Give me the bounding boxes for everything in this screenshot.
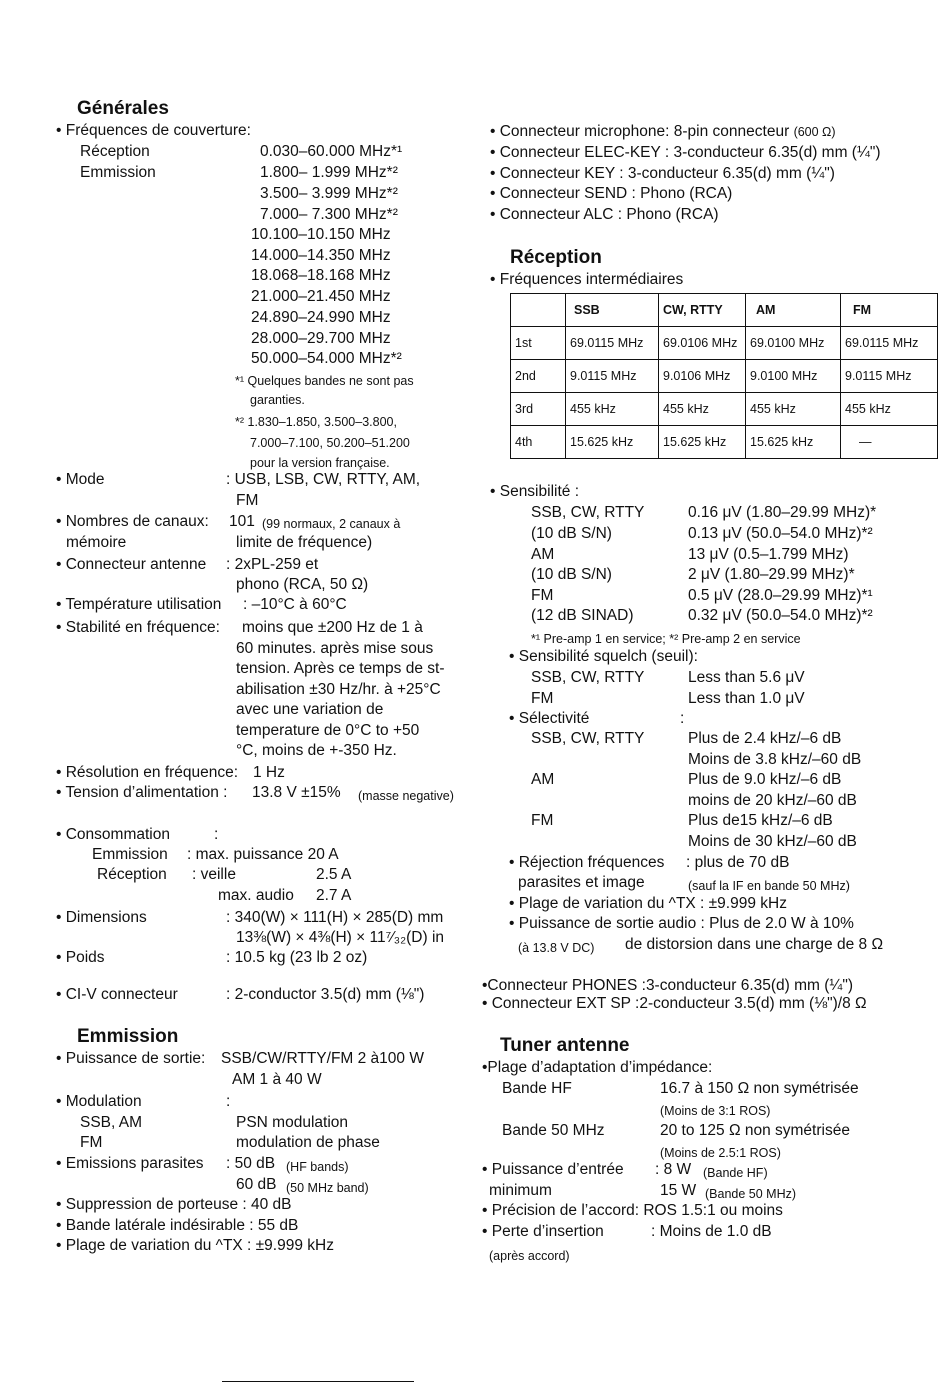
emission-value: 50.000–54.000 MHz*² (251, 350, 402, 367)
sens-row-label: AM (531, 546, 555, 563)
squelch-row-value: Less than 5.6 μV (688, 669, 805, 686)
table-row (511, 426, 938, 459)
rejet-label: parasites et image (518, 874, 645, 891)
stab-line: tension. Après ce temps de st- (236, 660, 445, 677)
table-cell: 15.625 kHz (566, 426, 659, 459)
audio-value: de distorsion dans une charge de 8 Ω (625, 936, 884, 953)
sens-row-label: SSB, CW, RTTY (531, 504, 645, 521)
stab-label: • Stabilité en fréquence: (56, 619, 220, 636)
table-header-row (511, 294, 938, 327)
conso-rec-audio: max. audio (218, 887, 294, 904)
connecteur-key: • Connecteur KEY : 3-conducteur 6.35(d) mm (¼") (490, 165, 835, 182)
table-cell: 15.625 kHz (746, 426, 841, 459)
emission-value: 7.000– 7.300 MHz*² (260, 206, 398, 223)
table-cell: 15.625 kHz (659, 426, 746, 459)
sens-row-label: (12 dB SINAD) (531, 607, 634, 624)
dim-value: : 340(W) × 111(H) × 285(D) mm (226, 909, 444, 926)
note-2: 7.000–7.100, 50.200–51.200 (250, 436, 410, 450)
conso-em-value: : max. puissance 20 A (187, 846, 339, 863)
note-2: pour la version française. (250, 456, 390, 470)
sens-row-value: 13 μV (0.5–1.799 MHz) (688, 546, 849, 563)
sens-row-value: 0.5 μV (28.0–29.99 MHz)*¹ (688, 587, 873, 604)
emission-value: 28.000–29.700 MHz (251, 330, 391, 347)
sens-label: • Sensibilité : (490, 483, 579, 500)
dim-label: • Dimensions (56, 909, 147, 926)
conso-label: • Consommation (56, 826, 170, 843)
mod-ssb-value: PSN modulation (236, 1114, 349, 1131)
antenne-value: phono (RCA, 50 Ω) (236, 576, 369, 593)
canaux-note: (99 normaux, 2 canaux à (262, 517, 401, 531)
audio-note: (à 13.8 V DC) (518, 941, 595, 955)
hf-note: (Moins de 3:1 ROS) (660, 1104, 771, 1118)
tension-value: 13.8 V ±15% (252, 784, 341, 801)
sens-row-value: 2 μV (1.80–29.99 MHz)* (688, 566, 855, 583)
perte-note: (après accord) (489, 1249, 570, 1263)
plage-impedance-label: •Plage d’adaptation d’impédance: (482, 1059, 713, 1076)
extsp-connector: • Connecteur EXT SP :2-conducteur 3.5(d) mm (⅛")/8 Ω (482, 995, 867, 1012)
select-row-label: AM (531, 771, 555, 788)
canaux-value: 101 (229, 513, 255, 530)
conso-rec-veille-value: 2.5 A (316, 866, 352, 883)
squelch-row-label: SSB, CW, RTTY (531, 669, 645, 686)
emission-label: Emmission (80, 164, 156, 181)
poids-label: • Poids (56, 949, 105, 966)
note-1: garanties. (250, 393, 305, 407)
resol-label: • Résolution en fréquence: (56, 764, 239, 781)
phones-connector: •Connecteur PHONES :3-conducteur 6.35(d) mm (¼") (482, 977, 854, 994)
sens-row-label: (10 dB S/N) (531, 525, 612, 542)
plage-tx-reception: • Plage de variation du ^TX : ±9.999 kHz (509, 895, 787, 912)
connecteur-alc: • Connecteur ALC : Phono (RCA) (490, 206, 719, 223)
emission-value: 14.000–14.350 MHz (251, 247, 391, 264)
table-header: AM (746, 294, 841, 327)
squelch-label: • Sensibilité squelch (seuil): (509, 648, 698, 665)
freq-label: • Fréquences de couverture: (56, 122, 251, 139)
plage-tx: • Plage de variation du ^TX : ±9.999 kHz (56, 1237, 334, 1254)
conso-em-label: Emmission (92, 846, 168, 863)
porteuse: • Suppression de porteuse : 40 dB (56, 1196, 292, 1213)
dim-value: 13⅜(W) × 4⅜(H) × 11⁷⁄₃₂(D) in (236, 929, 445, 946)
table-cell: 9.0100 MHz (746, 360, 841, 393)
table-cell: 69.0106 MHz (659, 327, 746, 360)
squelch-row-value: Less than 1.0 μV (688, 690, 805, 707)
emission-value: 24.890–24.990 MHz (251, 309, 391, 326)
table-header: SSB (566, 294, 659, 327)
table-row (511, 360, 938, 393)
select-label: • Sélectivité (509, 710, 590, 727)
mod-fm-label: FM (80, 1134, 103, 1151)
parasites-note: (HF bands) (286, 1160, 349, 1174)
sens-note: *¹ Pre-amp 1 en service; *² Pre-amp 2 en service (531, 632, 801, 646)
select-row-value: moins de 20 kHz/–60 dB (688, 792, 857, 809)
antenne-value: : 2xPL-259 et (226, 556, 319, 573)
laterale: • Bande latérale indésirable : 55 dB (56, 1217, 299, 1234)
section-title-reception: Réception (510, 247, 602, 268)
table-row (511, 393, 938, 426)
stab-line: 60 minutes. après mise sous (236, 640, 434, 657)
sens-row-value: 0.32 μV (50.0–54.0 MHz)*² (688, 607, 873, 624)
stab-line: abilisation ±30 Hz/hr. à +25°C (236, 681, 441, 698)
parasites-note: (50 MHz band) (286, 1181, 369, 1195)
hf-value: 16.7 à 150 Ω non symétrisée (660, 1080, 859, 1097)
rejet-note: (sauf la IF en bande 50 MHz) (688, 879, 850, 893)
tension-note: (masse negative) (358, 789, 454, 803)
select-row-label: FM (531, 812, 554, 829)
emission-value: 18.068–18.168 MHz (251, 267, 391, 284)
antenne-label: • Connecteur antenne (56, 556, 207, 573)
audio-label: • Puissance de sortie audio : Plus de 2.0 W à 10% (509, 915, 854, 932)
emission-value: 1.800– 1.999 MHz*² (260, 164, 398, 181)
fi-label: • Fréquences intermédiaires (490, 271, 684, 288)
puiss-entree-label: • Puissance d’entrée (482, 1161, 624, 1178)
mode-label: • Mode (56, 471, 105, 488)
select-row-label: SSB, CW, RTTY (531, 730, 645, 747)
sens-row-label: (10 dB S/N) (531, 566, 612, 583)
table-header: FM (841, 294, 938, 327)
temp-label: • Température utilisation (56, 596, 222, 613)
canaux-label: mémoire (66, 534, 127, 551)
footer-divider (222, 1381, 414, 1382)
note-1: *¹ Quelques bandes ne sont pas (235, 374, 414, 388)
poids-value: : 10.5 kg (23 lb 2 oz) (226, 949, 368, 966)
stab-line: avec une variation de (236, 701, 384, 718)
table-cell: — (841, 426, 938, 459)
note-2: *² 1.830–1.850, 3.500–3.800, (235, 415, 397, 429)
conso-rec-veille: : veille (192, 866, 236, 883)
precision-accord: • Précision de l’accord: ROS 1.5:1 ou moins (482, 1202, 783, 1219)
b50-value: 20 to 125 Ω non symétrisée (660, 1122, 850, 1139)
table-cell: 2nd (511, 360, 566, 393)
puiss-entree-label: minimum (489, 1182, 552, 1199)
rejet-label: • Réjection fréquences (509, 854, 665, 871)
rejet-value: : plus de 70 dB (686, 854, 790, 871)
connecteur-microphone: • Connecteur microphone: 8-pin connecteur (600 Ω) (490, 123, 836, 140)
reception-label: Réception (80, 143, 150, 160)
table-cell: 3rd (511, 393, 566, 426)
emission-value: 21.000–21.450 MHz (251, 288, 391, 305)
table-cell: 4th (511, 426, 566, 459)
select-colon: : (680, 710, 685, 727)
parasites-value: : 50 dB (226, 1155, 276, 1172)
b50-note: (Moins de 2.5:1 ROS) (660, 1146, 781, 1160)
parasites-label: • Emissions parasites (56, 1155, 204, 1172)
civ-value: : 2-conductor 3.5(d) mm (⅛") (226, 986, 425, 1003)
resol-value: 1 Hz (253, 764, 285, 781)
conso-colon: : (214, 826, 219, 843)
table-cell: 69.0115 MHz (566, 327, 659, 360)
hf-label: Bande HF (502, 1080, 572, 1097)
section-title-emission: Emmission (77, 1026, 179, 1047)
select-row-value: Plus de 9.0 kHz/–6 dB (688, 771, 842, 788)
emission-value: 10.100–10.150 MHz (251, 226, 391, 243)
civ-label: • CI-V connecteur (56, 986, 178, 1003)
puissance-value: SSB/CW/RTTY/FM 2 à100 W (221, 1050, 424, 1067)
table-header (511, 294, 566, 327)
puissance-label: • Puissance de sortie: (56, 1050, 206, 1067)
puiss-entree-note: (Bande 50 MHz) (705, 1187, 797, 1201)
puiss-entree-value: : 8 W (655, 1161, 692, 1178)
squelch-row-label: FM (531, 690, 554, 707)
select-row-value: Plus de 2.4 kHz/–6 dB (688, 730, 842, 747)
mode-value: : USB, LSB, CW, RTTY, AM, (226, 471, 421, 488)
canaux-label: • Nombres de canaux: (56, 513, 209, 530)
table-header: CW, RTTY (659, 294, 746, 327)
select-row-value: Moins de 30 kHz/–60 dB (688, 833, 857, 850)
mod-colon: : (226, 1093, 231, 1110)
mode-value: FM (236, 492, 259, 509)
sens-row-value: 0.16 μV (1.80–29.99 MHz)* (688, 504, 877, 521)
mod-ssb-label: SSB, AM (80, 1114, 143, 1131)
temp-value: : –10°C à 60°C (243, 596, 347, 613)
table-cell: 455 kHz (746, 393, 841, 426)
connecteur-send: • Connecteur SEND : Phono (RCA) (490, 185, 733, 202)
puissance-value: AM 1 à 40 W (232, 1071, 322, 1088)
select-row-value: Plus de15 kHz/–6 dB (688, 812, 833, 829)
table-cell: 9.0115 MHz (566, 360, 659, 393)
select-row-value: Moins de 3.8 kHz/–60 dB (688, 751, 862, 768)
conso-rec-audio-value: 2.7 A (316, 887, 352, 904)
if-table (510, 293, 938, 459)
section-title-tuner: Tuner antenne (500, 1035, 630, 1056)
table-cell: 69.0100 MHz (746, 327, 841, 360)
b50-label: Bande 50 MHz (502, 1122, 605, 1139)
sens-row-label: FM (531, 587, 554, 604)
section-title-generales: Générales (77, 98, 169, 119)
mod-label: • Modulation (56, 1093, 142, 1110)
sens-row-value: 0.13 μV (50.0–54.0 MHz)*² (688, 525, 873, 542)
table-cell: 9.0106 MHz (659, 360, 746, 393)
canaux-value: limite de fréquence) (236, 534, 373, 551)
stab-line: °C, moins de +-350 Hz. (236, 742, 397, 759)
connecteur-elec-key: • Connecteur ELEC-KEY : 3-conducteur 6.35(d) mm (¼") (490, 144, 881, 161)
stab-line: temperature de 0°C to +50 (236, 722, 420, 739)
mod-fm-value: modulation de phase (236, 1134, 380, 1151)
table-cell: 9.0115 MHz (841, 360, 938, 393)
puiss-entree-note: (Bande HF) (703, 1166, 768, 1180)
perte-value: : Moins de 1.0 dB (651, 1223, 772, 1240)
table-cell: 455 kHz (841, 393, 938, 426)
tension-label: • Tension d’alimentation : (56, 784, 228, 801)
puiss-entree-value: 15 W (660, 1182, 697, 1199)
reception-value: 0.030–60.000 MHz*¹ (260, 143, 403, 160)
conso-rec-label: Réception (97, 866, 167, 883)
table-row (511, 327, 938, 360)
stab-line: moins que ±200 Hz de 1 à (242, 619, 423, 636)
table-cell: 69.0115 MHz (841, 327, 938, 360)
emission-value: 3.500– 3.999 MHz*² (260, 185, 398, 202)
table-cell: 455 kHz (566, 393, 659, 426)
parasites-value: 60 dB (236, 1176, 277, 1193)
perte-label: • Perte d’insertion (482, 1223, 604, 1240)
table-cell: 1st (511, 327, 566, 360)
table-cell: 455 kHz (659, 393, 746, 426)
